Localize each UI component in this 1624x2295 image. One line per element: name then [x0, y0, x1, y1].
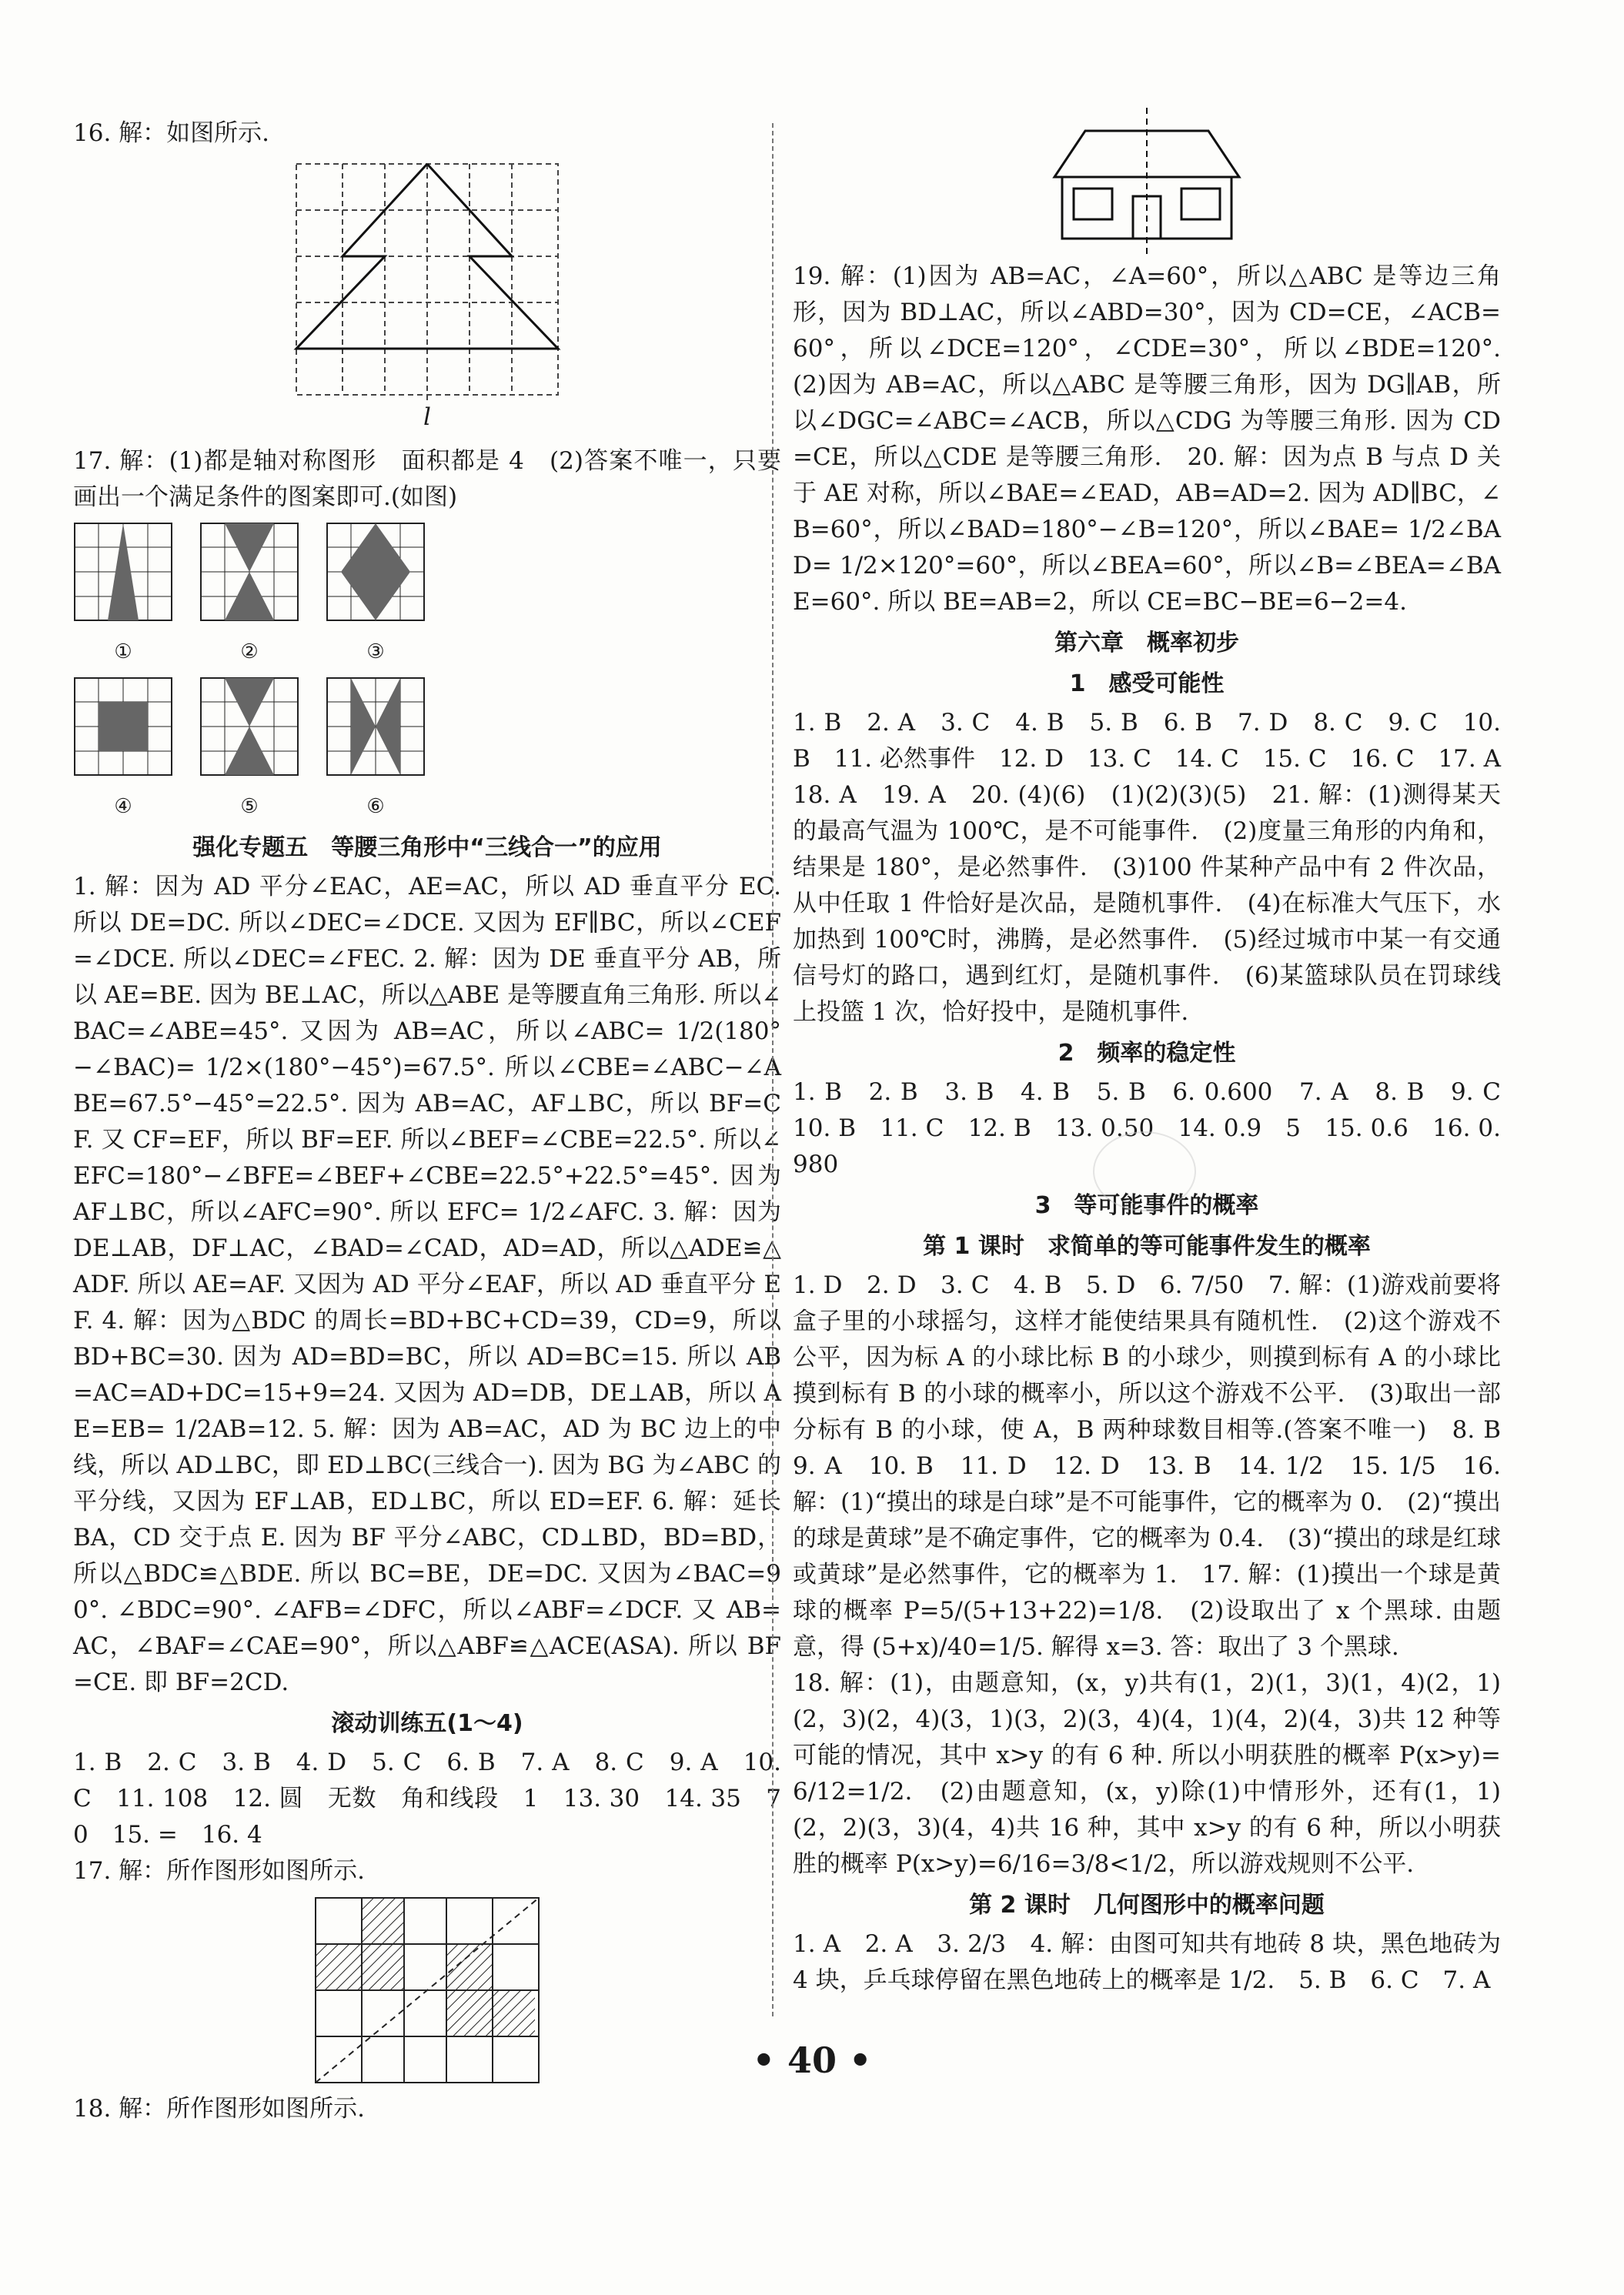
chapter6-title: 第六章 概率初步: [1054, 630, 1239, 656]
column-divider: [772, 123, 774, 2016]
s3-l1-text: 1. D 2. D 3. C 4. B 5. D 6. 7/50 7. 解：(1)游戏前要将盒子里的小球摇匀，这样才能使结果具有随机性. (2)这个游戏不公平，因为标 A 的小球比标 B 的小球少，则摸到标有 A 的小球比摸到标有 B 的小球的概率小，所以这个游戏不公平. (3)取出一部分标有 B 的小球，使 A，B 两种球数目相等.(答案不唯一) 8. B 9. A 10. B 11. D 12. D 13. B 14. 1/2 15. 1/5 16. 解：(1)“摸出的球是白球”是不可能事件，它的概率为 0. (2)“摸出的球是黄球”是不确定事件，它的概率为 0.4. (3)“摸出的球是红球或黄球”是必然事件，它的概率为 1. 17. 解：(1)摸出一个球是黄球的概率 P=5/(5+13+22)=1/8. (2)设取出了 x 个黑球. 由题意，得 (5+x)/40=1/5. 解得 x=3. 答：取出了 3 个黑球.: [793, 1271, 1525, 1661]
symmetry-figures: [73, 522, 781, 670]
s1-title: 1 感受可能性: [1069, 670, 1225, 697]
label-6: ⑥: [366, 795, 385, 818]
q17b: 17. 解：所作图形如图所示.: [73, 1857, 366, 1885]
label-5: ⑤: [240, 795, 259, 818]
pattern-2: [199, 522, 299, 622]
section5-text: 1. 解：因为 AD 平分∠EAC，AE=AC，所以 AD 垂直平分 EC. 所以 DE=DC. 所以∠DEC=∠DCE. 又因为 EF∥BC，所以∠CEF=∠DCE. 所以∠DEC=∠FEC. 2. 解：因为 DE 垂直平分 AB，所以 AE=BE. 因为 BE⊥AC，所以△ABE 是等腰直角三角形. 所以∠BAC=∠ABE=45°. 又因为 AB=AC，所以∠ABC= 1/2(180°−∠BAC)= 1/2×(180°−45°)=67.5°. 所以∠CBE=∠ABC−∠ABE=67.5°−45°=22.5°. 因为 AB=AC，AF⊥BC，所以 BF=CF. 又 CF=EF，所以 BF=EF. 所以∠BEF=∠CBE=22.5°. 所以∠EFC=180°−∠BFE=∠BEF+∠CBE=22.5°+22.5°=45°. 因为 AF⊥BC，所以∠AFC=90°. 所以 EFC= 1/2∠AFC. 3. 解：因为 DE⊥AB，DF⊥AC，∠BAD=∠CAD，AD=AD，所以△ADE≌△ADF. 所以 AE=AF. 又因为 AD 平分∠EAF，所以 AD 垂直平分 EF. 4. 解：因为△BDC 的周长=BD+BC+CD=39，CD=9，所以 BD+BC=30. 因为 AD=BD=BC，所以 AD=BC=15. 所以 AB=AC=AD+DC=15+9=24. 又因为 AD=DB，DE⊥AB，所以 AE=EB= 1/2AB=12. 5. 解：因为 AB=AC，AD 为 BC 边上的中线，所以 AD⊥BC，即 ED⊥BC(三线合一). 因为 BG 为∠ABC 的平分线，又因为 EF⊥AB，ED⊥BC，所以 ED=EF. 6. 解：延长 BA，CD 交于点 E. 因为 BF 平分∠ABC，CD⊥BD，BD=BD，所以△BDC≌△BDE. 所以 BC=BE，DE=DC. 又因为∠BAC=90°. ∠BDC=90°. ∠AFB=∠DFC，所以∠ABF=∠DCF. 又 AB=AC，∠BAF=∠CAE=90°，所以△ABF≌△ACE(ASA). 所以 BF=CE. 即 BF=2CD.: [73, 873, 781, 1696]
pattern-1: [73, 522, 173, 622]
axis-label: l: [423, 403, 431, 431]
label-2: ②: [240, 640, 259, 663]
pattern-5: [199, 676, 299, 777]
house-figure: [1039, 108, 1255, 254]
label-4: ④: [114, 795, 132, 818]
pattern-4: [73, 676, 173, 777]
rolling-title: 滚动训练五(1～4): [331, 1710, 523, 1737]
page-number: • 40 •: [752, 2039, 872, 2081]
s2-title: 2 频率的稳定性: [1058, 1040, 1236, 1067]
s2-text: 1. B 2. B 3. B 4. B 5. B 6. 0.600 7. A 8. B 9. C 10. B 11. C 12. B 13. 0.50 14. 0.9 5 15. 0.6 16. 0.980: [793, 1078, 1525, 1178]
s3-l2-title: 第 2 课时 几何图形中的概率问题: [969, 1892, 1325, 1919]
tree-figure: [289, 156, 566, 410]
pattern-3: [326, 522, 426, 622]
watermark-stamp: [1093, 1131, 1196, 1211]
s3-title: 3 等可能事件的概率: [1034, 1192, 1259, 1219]
pattern-6: [326, 676, 426, 777]
label-3: ③: [366, 640, 385, 663]
s1-text: 1. B 2. A 3. C 4. B 5. B 6. B 7. D 8. C 9. C 10. B 11. 必然事件 12. D 13. C 14. C 15. C 16. C 17. A 18. A 19. A 20. (4)(6) (1)(2)(3)(5) 21. 解：(1)测得某天的最高气温为 100℃，是不可能事件. (2)度量三角形的内角和，结果是 180°，是必然事件. (3)100 件某种产品中有 2 件次品，从中任取 1 件恰好是次品，是随机事件. (4)在标准大气压下，水加热到 100℃时，沸腾，是必然事件. (5)经过城市中某一有交通信号灯的路口，遇到红灯，是随机事件. (6)某篮球队员在罚球线上投篮 1 次，恰好投中，是随机事件.: [793, 709, 1525, 1026]
s3-l1-title: 第 1 课时 求简单的等可能事件发生的概率: [923, 1233, 1371, 1260]
section5-title: 强化专题五 等腰三角形中“三线合一”的应用: [192, 834, 662, 861]
q17-text: 17. 解：(1)都是轴对称图形 面积都是 4 (2)答案不唯一，只要画出一个满足条件的图案即可.(如图): [73, 447, 781, 511]
label-1: ①: [114, 640, 132, 663]
symmetry-figures-row2: [73, 676, 781, 825]
q19-20: 19. 解：(1)因为 AB=AC，∠A=60°，所以△ABC 是等边三角形，因为 BD⊥AC，所以∠ABD=30°，因为 CD=CE，∠ACB=60°，所以∠DCE=120°，∠CDE=30°，所以∠BDE=120°. (2)因为 AB=AC，所以△ABC 是等腰三角形，因为 DG∥AB，所以∠DGC=∠ABC=∠ACB，所以△CDG 为等腰三角形. 因为 CD=CE，所以△CDE 是等腰三角形. 20. 解：因为点 B 与点 D 关于 AE 对称，所以∠BAE=∠EAD，AB=AD=2. 因为 AD∥BC，∠B=60°，所以∠BAD=180°−∠B=120°，所以∠BAE= 1/2∠BAD= 1/2×120°=60°，所以∠BEA=60°，所以∠B=∠BEA=∠BAE=60°. 所以 BE=AB=2，所以 CE=BC−BE=6−2=4.: [793, 262, 1525, 616]
right-column: [793, 115, 1525, 1999]
s3-l2-text: 1. A 2. A 3. 2/3 4. 解：由图可知共有地砖 8 块，黑色地砖为 4 块，乒乓球停留在黑色地砖上的概率是 1/2. 5. B 6. C 7. A: [793, 1930, 1501, 1994]
s3-l1-q18: 18. 解：(1)，由题意知，(x，y)共有(1，2)(1，3)(1，4)(2，1)(2，3)(2，4)(3，1)(3，2)(3，4)(4，1)(4，2)(4，3)共 12 种等可能的情况，其中 x>y 的有 6 种. 所以小明获胜的概率 P(x>y)=6/12=1/2. (2)由题意知，(x，y)除(1)中情形外，还有(1，1)(2，2)(3，3)(4，4)共 16 种，其中 x>y 的有 6 种，所以小明获胜的概率 P(x>y)=6/16=3/8<1/2，所以游戏规则不公平.: [793, 1669, 1501, 1878]
left-column: [73, 115, 781, 2127]
rolling-answers: 1. B 2. C 3. B 4. D 5. C 6. B 7. A 8. C 9. A 10. C 11. 108 12. 圆 无数 角和线段 1 13. 30 14. 35 70 15. = 16. 4: [73, 1749, 781, 1849]
q16-title: 16. 解：如图所示.: [73, 119, 270, 147]
q18: 18. 解：所作图形如图所示.: [73, 2095, 366, 2123]
